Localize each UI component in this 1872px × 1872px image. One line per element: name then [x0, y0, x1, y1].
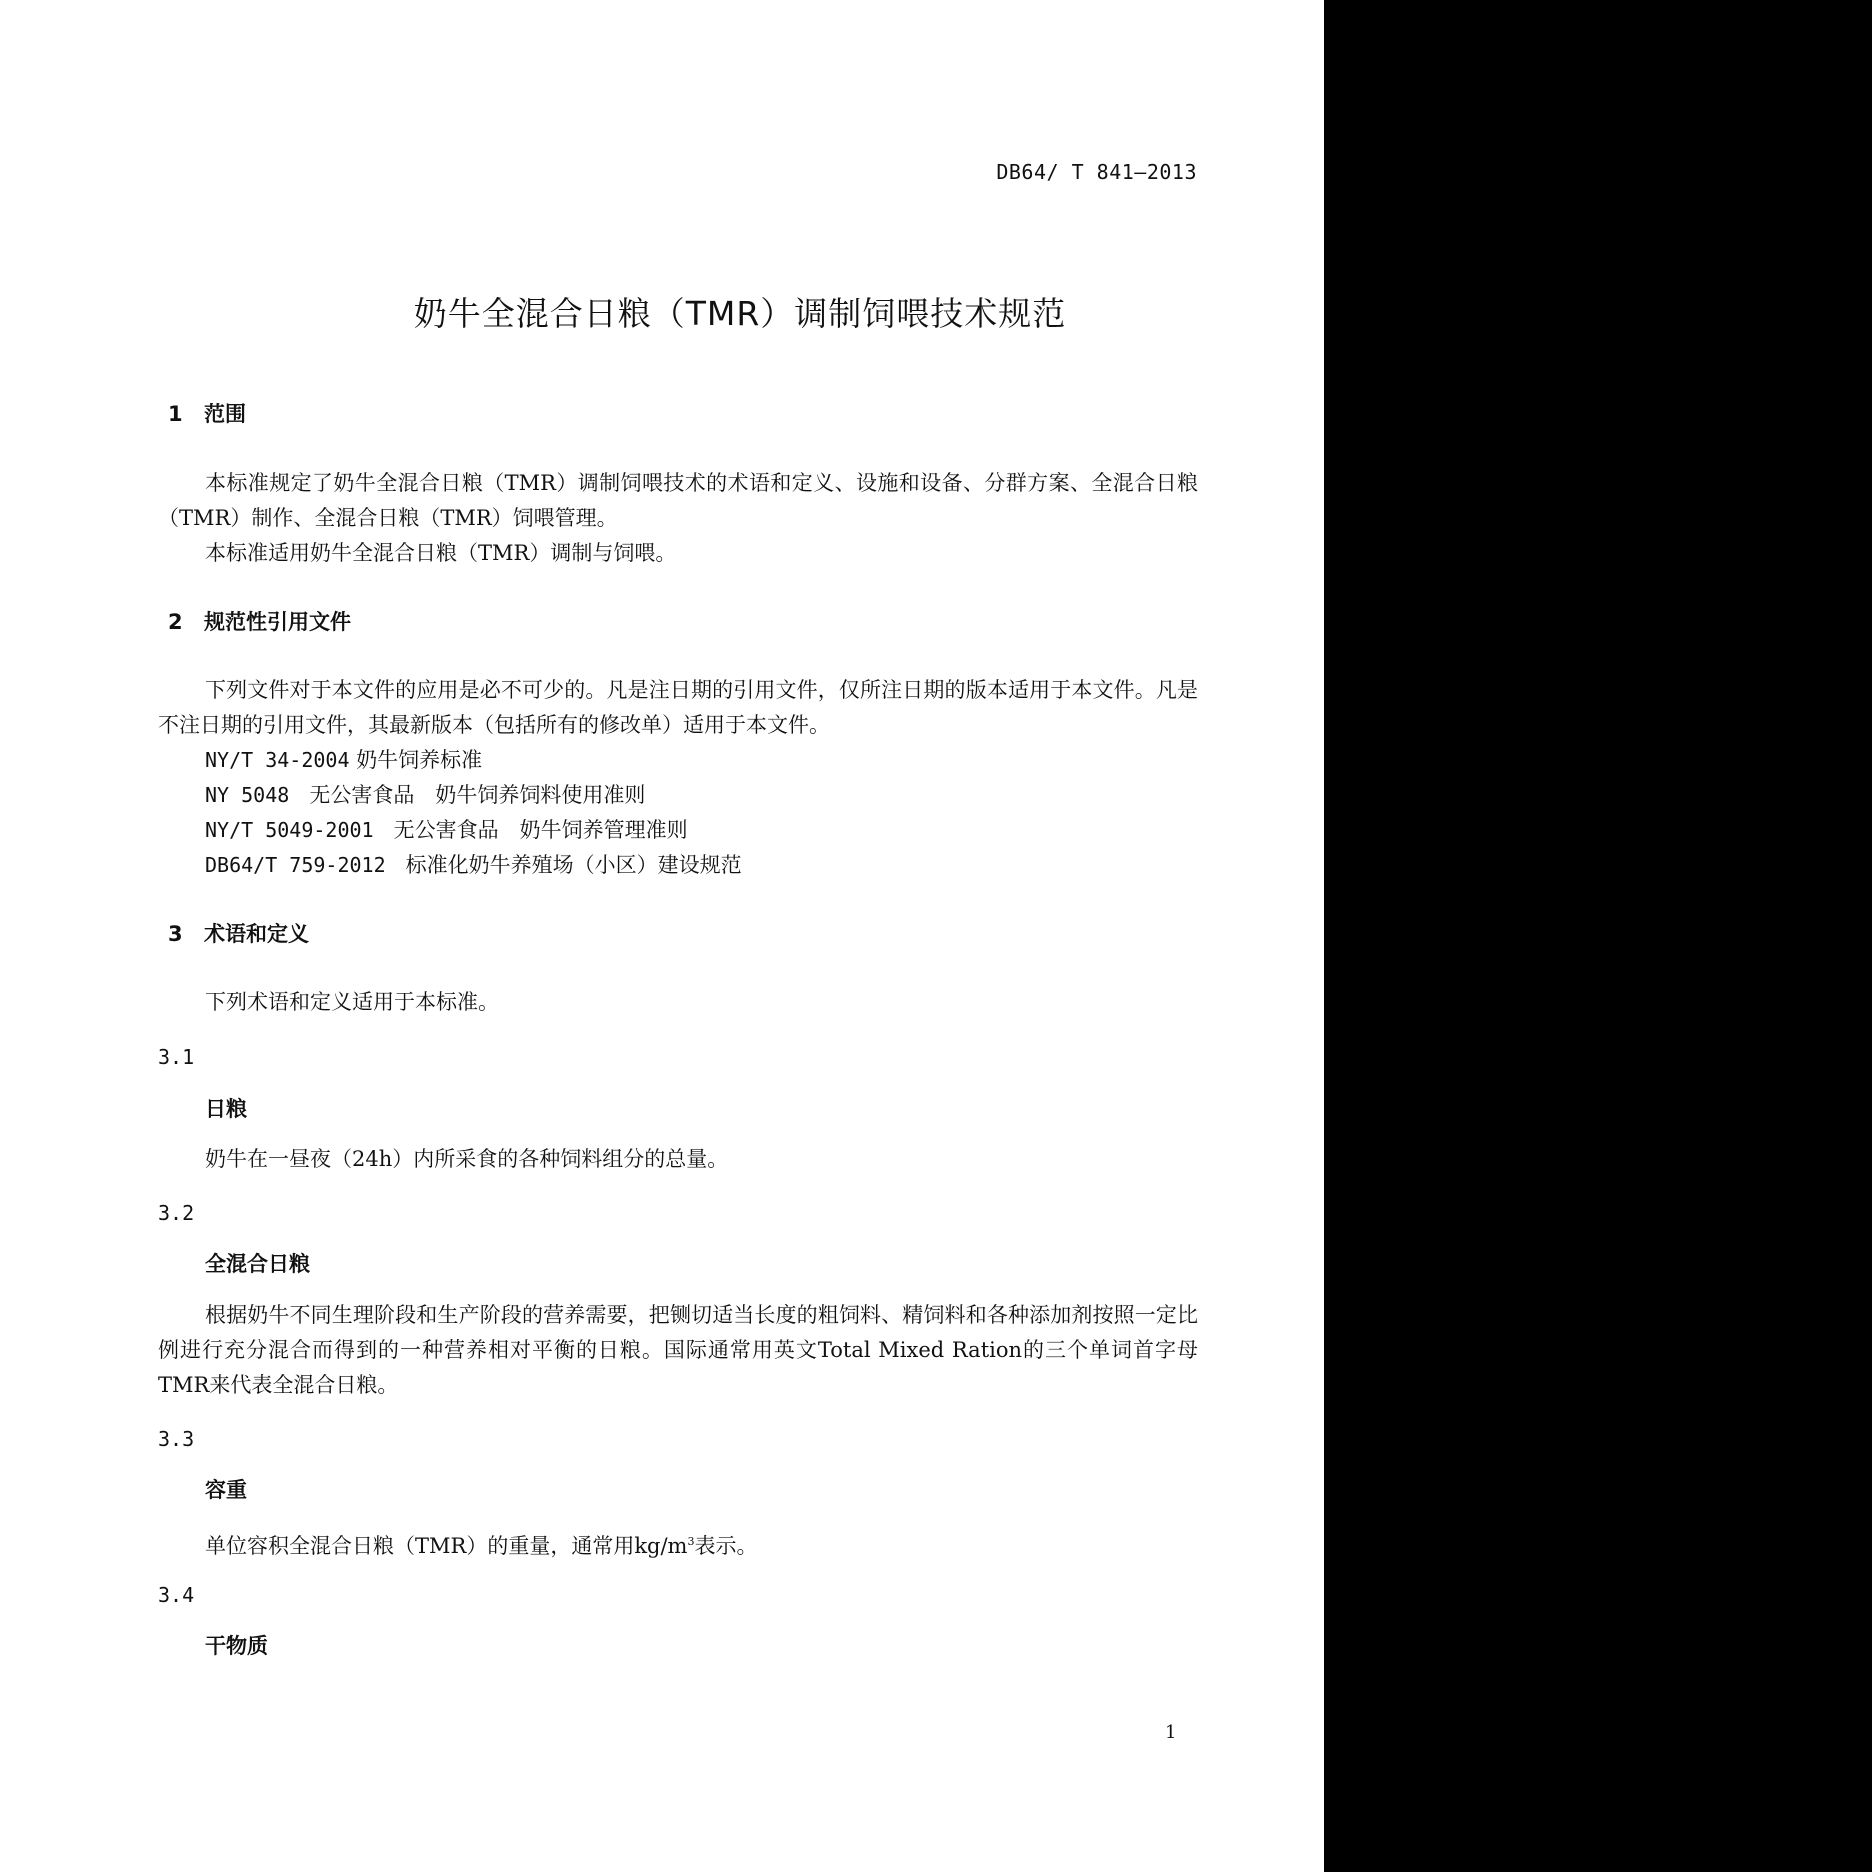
reference-item — [205, 848, 742, 883]
term-number: 3.1 — [158, 1045, 195, 1069]
section-2-heading — [168, 608, 351, 636]
reference-name: 标准化奶牛养殖场（小区）建设规范 — [405, 853, 742, 877]
page-number: 1 — [1165, 1722, 1177, 1743]
term-number: 3.2 — [158, 1201, 195, 1225]
term-definition: 奶牛在一昼夜（24h）内所采食的各种饲料组分的总量。 — [205, 1147, 729, 1171]
reference-item — [205, 743, 742, 778]
standard-code-header: DB64/ T 841—2013 — [996, 160, 1197, 184]
reference-code: NY/T 5049-2001 — [205, 818, 374, 842]
reference-code: NY 5048 — [205, 783, 290, 807]
section-title: 规范性引用文件 — [204, 610, 351, 634]
normative-references-list — [205, 743, 742, 883]
section-3-paragraph-1: 下列术语和定义适用于本标准。 — [205, 990, 499, 1014]
term-heading: 全混合日粮 — [205, 1252, 310, 1276]
reference-name: 奶牛饲养标准 — [356, 748, 483, 772]
reference-name: 无公害食品 奶牛饲养饲料使用准则 — [309, 783, 646, 807]
section-number: 2 — [168, 610, 183, 634]
term-number: 3.3 — [158, 1427, 195, 1451]
reference-code: DB64/T 759-2012 — [205, 853, 386, 877]
section-number: 3 — [168, 922, 183, 946]
section-1-heading — [168, 400, 246, 428]
term-number: 3.4 — [158, 1583, 195, 1607]
section-title: 范围 — [204, 402, 246, 426]
term-definition: 根据奶牛不同生理阶段和生产阶段的营养需要，把铡切适当长度的粗饲料、精饲料和各种添加剂按照一定比例进行充分混合而得到的一种营养相对平衡的日粮。国际通常用英文Total Mixed Ration的三个单词首字母TMR来代表全混合日粮。 — [158, 1303, 1198, 1397]
term-heading: 干物质 — [205, 1634, 268, 1658]
reference-item — [205, 813, 742, 848]
section-3-heading — [168, 920, 309, 948]
reference-code: NY/T 34-2004 — [205, 748, 350, 772]
reference-name: 无公害食品 奶牛饲养管理准则 — [393, 818, 688, 842]
section-title: 术语和定义 — [204, 922, 309, 946]
section-1-paragraph-1: 本标准规定了奶牛全混合日粮（TMR）调制饲喂技术的术语和定义、设施和设备、分群方案、全混合日粮（TMR）制作、全混合日粮（TMR）饲喂管理。 — [158, 471, 1198, 530]
term-definition — [158, 1524, 1198, 1564]
definition-text: 单位容积全混合日粮（TMR）的重量，通常用kg/m — [205, 1534, 688, 1558]
term-heading: 容重 — [205, 1478, 247, 1502]
term-heading: 日粮 — [205, 1097, 247, 1121]
section-number: 1 — [168, 402, 183, 426]
reference-item — [205, 778, 742, 813]
document-title: 奶牛全混合日粮（TMR）调制饲喂技术规范 — [413, 294, 1067, 333]
superscript: 3 — [687, 1535, 695, 1548]
definition-text-end: 表示。 — [694, 1534, 758, 1558]
section-2-paragraph-1: 下列文件对于本文件的应用是必不可少的。凡是注日期的引用文件，仅所注日期的版本适用于本文件。凡是不注日期的引用文件，其最新版本（包括所有的修改单）适用于本文件。 — [158, 678, 1198, 737]
section-1-paragraph-2: 本标准适用奶牛全混合日粮（TMR）调制与饲喂。 — [205, 541, 677, 565]
